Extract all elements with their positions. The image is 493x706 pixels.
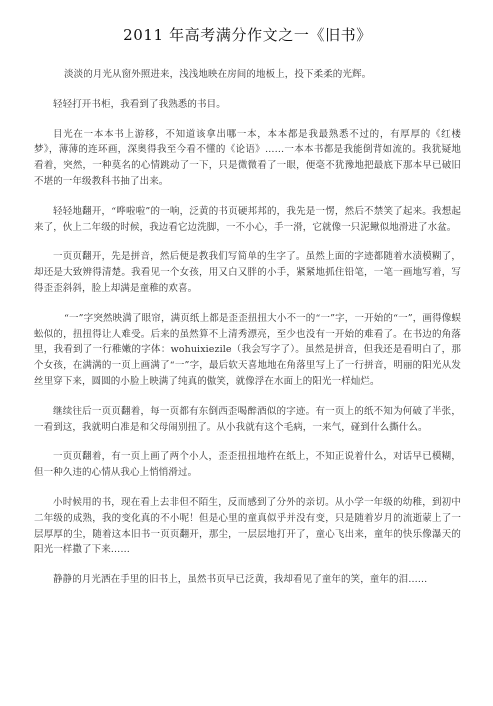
paragraph-open-old-book: 轻轻地翻开，“哗啦啦”的一响，泛黄的书页硬邦邦的，我先是一愣，然后不禁笑了起来。我想起来了，伙上二年级的时候，我边看它边洗脚，一不小心，手一滑，它就像一只泥鳅似地滑进了水盆。	[34, 205, 461, 233]
paragraph-torn-page: 继续往后一页页翻着，每一页都有东倒西歪喝醉酒似的字迹。有一页上的纸不知为何破了半张，一看到这，我就明白准是和父母闹别扭了。从小我就有这个毛病，一来气，碰到什么撕什么。	[34, 405, 461, 433]
paragraph-two-figures: 一页页翻着，有一页上画了两个小人，歪歪扭扭地杵在纸上，不知正说着什么，对话早已模糊，但一种久违的心情从我心上悄悄滑过。	[34, 451, 461, 479]
essay-body	[34, 67, 461, 588]
paragraph-closing-moonlight: 静静的月光洒在手里的旧书上，虽然书页早已泛黄，我却看见了童年的笑，童年的泪……	[53, 574, 428, 586]
paragraph-character-yi: “一”字突然映満了眼帘，满页纸上都是歪歪扭扭大小不一的“一”字，一开始的“一”，画得像蜈蚣似的，扭扭得让人难受。后来的虽然算不上清秀漂亮，至少也没有一开始的难看了。在书边的角落里，我看到了一行稚嫩的字体：wohuixiezile（我会写字了）。虽然是拼音，但我还是看明白了，那个女孩，在满满的一页上画满了“一”字，最后软天喜地地在角落里写上了一行拼音，明丽的阳光从发丝里穿下来，圆圆的小脸上映满了纯真的傲笑，就像浮在水面上的阳光一样灿烂。	[34, 312, 461, 387]
paragraph-book-choice: 目光在一本本书上游移，不知道该拿出哪一本，本本都是我最熟悉不过的，有厚厚的《红楼梦》，薄薄的连环画，深奥得我至今看不懂的《论语》……一本本书都是我能倒背如流的。我犹疑地看着，突然，一种莫名的心情跳动了一下，只是微微看了一眼，便毫不犹豫地把最底下那本早已破旧不堪的一年级教科书抽了出来。	[34, 128, 461, 187]
paragraph-pinyin-pages: 一页页翻开，先是拼音，然后便是教我们写简单的生字了。虽然上面的字迹都随着水渍模糊了，却还是大致辨得清楚。我看见一个女孩，用又白又胖的小手，紧紧地抓住铅笔，一笔一画地写着，写得歪歪斜斜，脸上却满是童稚的欢喜。	[34, 251, 461, 294]
paragraph-moonlight-intro: 淡淡的月光从窗外照进来，浅浅地映在房间的地板上，投下柔柔的光辉。	[64, 69, 372, 80]
paragraph-childhood-reflection: 小时候用的书，现在看上去非但不陌生，反而感到了分外的亲切。从小学一年级的幼稚，到初中二年级的成熟，我的变化真的不小呢！但是心里的童真似乎并没有变，只是随着岁月的流逝蒙上了一层厚厚的尘，随着这本旧书一页页翻开，那尘，一层层地打开了，童心飞出来，童年的快乐像瀑天的阳光一样撒了下来……	[34, 496, 461, 556]
paragraph-open-bookcase: 轻轻打开书柜，我看到了我熟悉的书目。	[53, 98, 226, 110]
document-title: 2011 年高考满分作文之一《旧书》	[123, 26, 372, 44]
